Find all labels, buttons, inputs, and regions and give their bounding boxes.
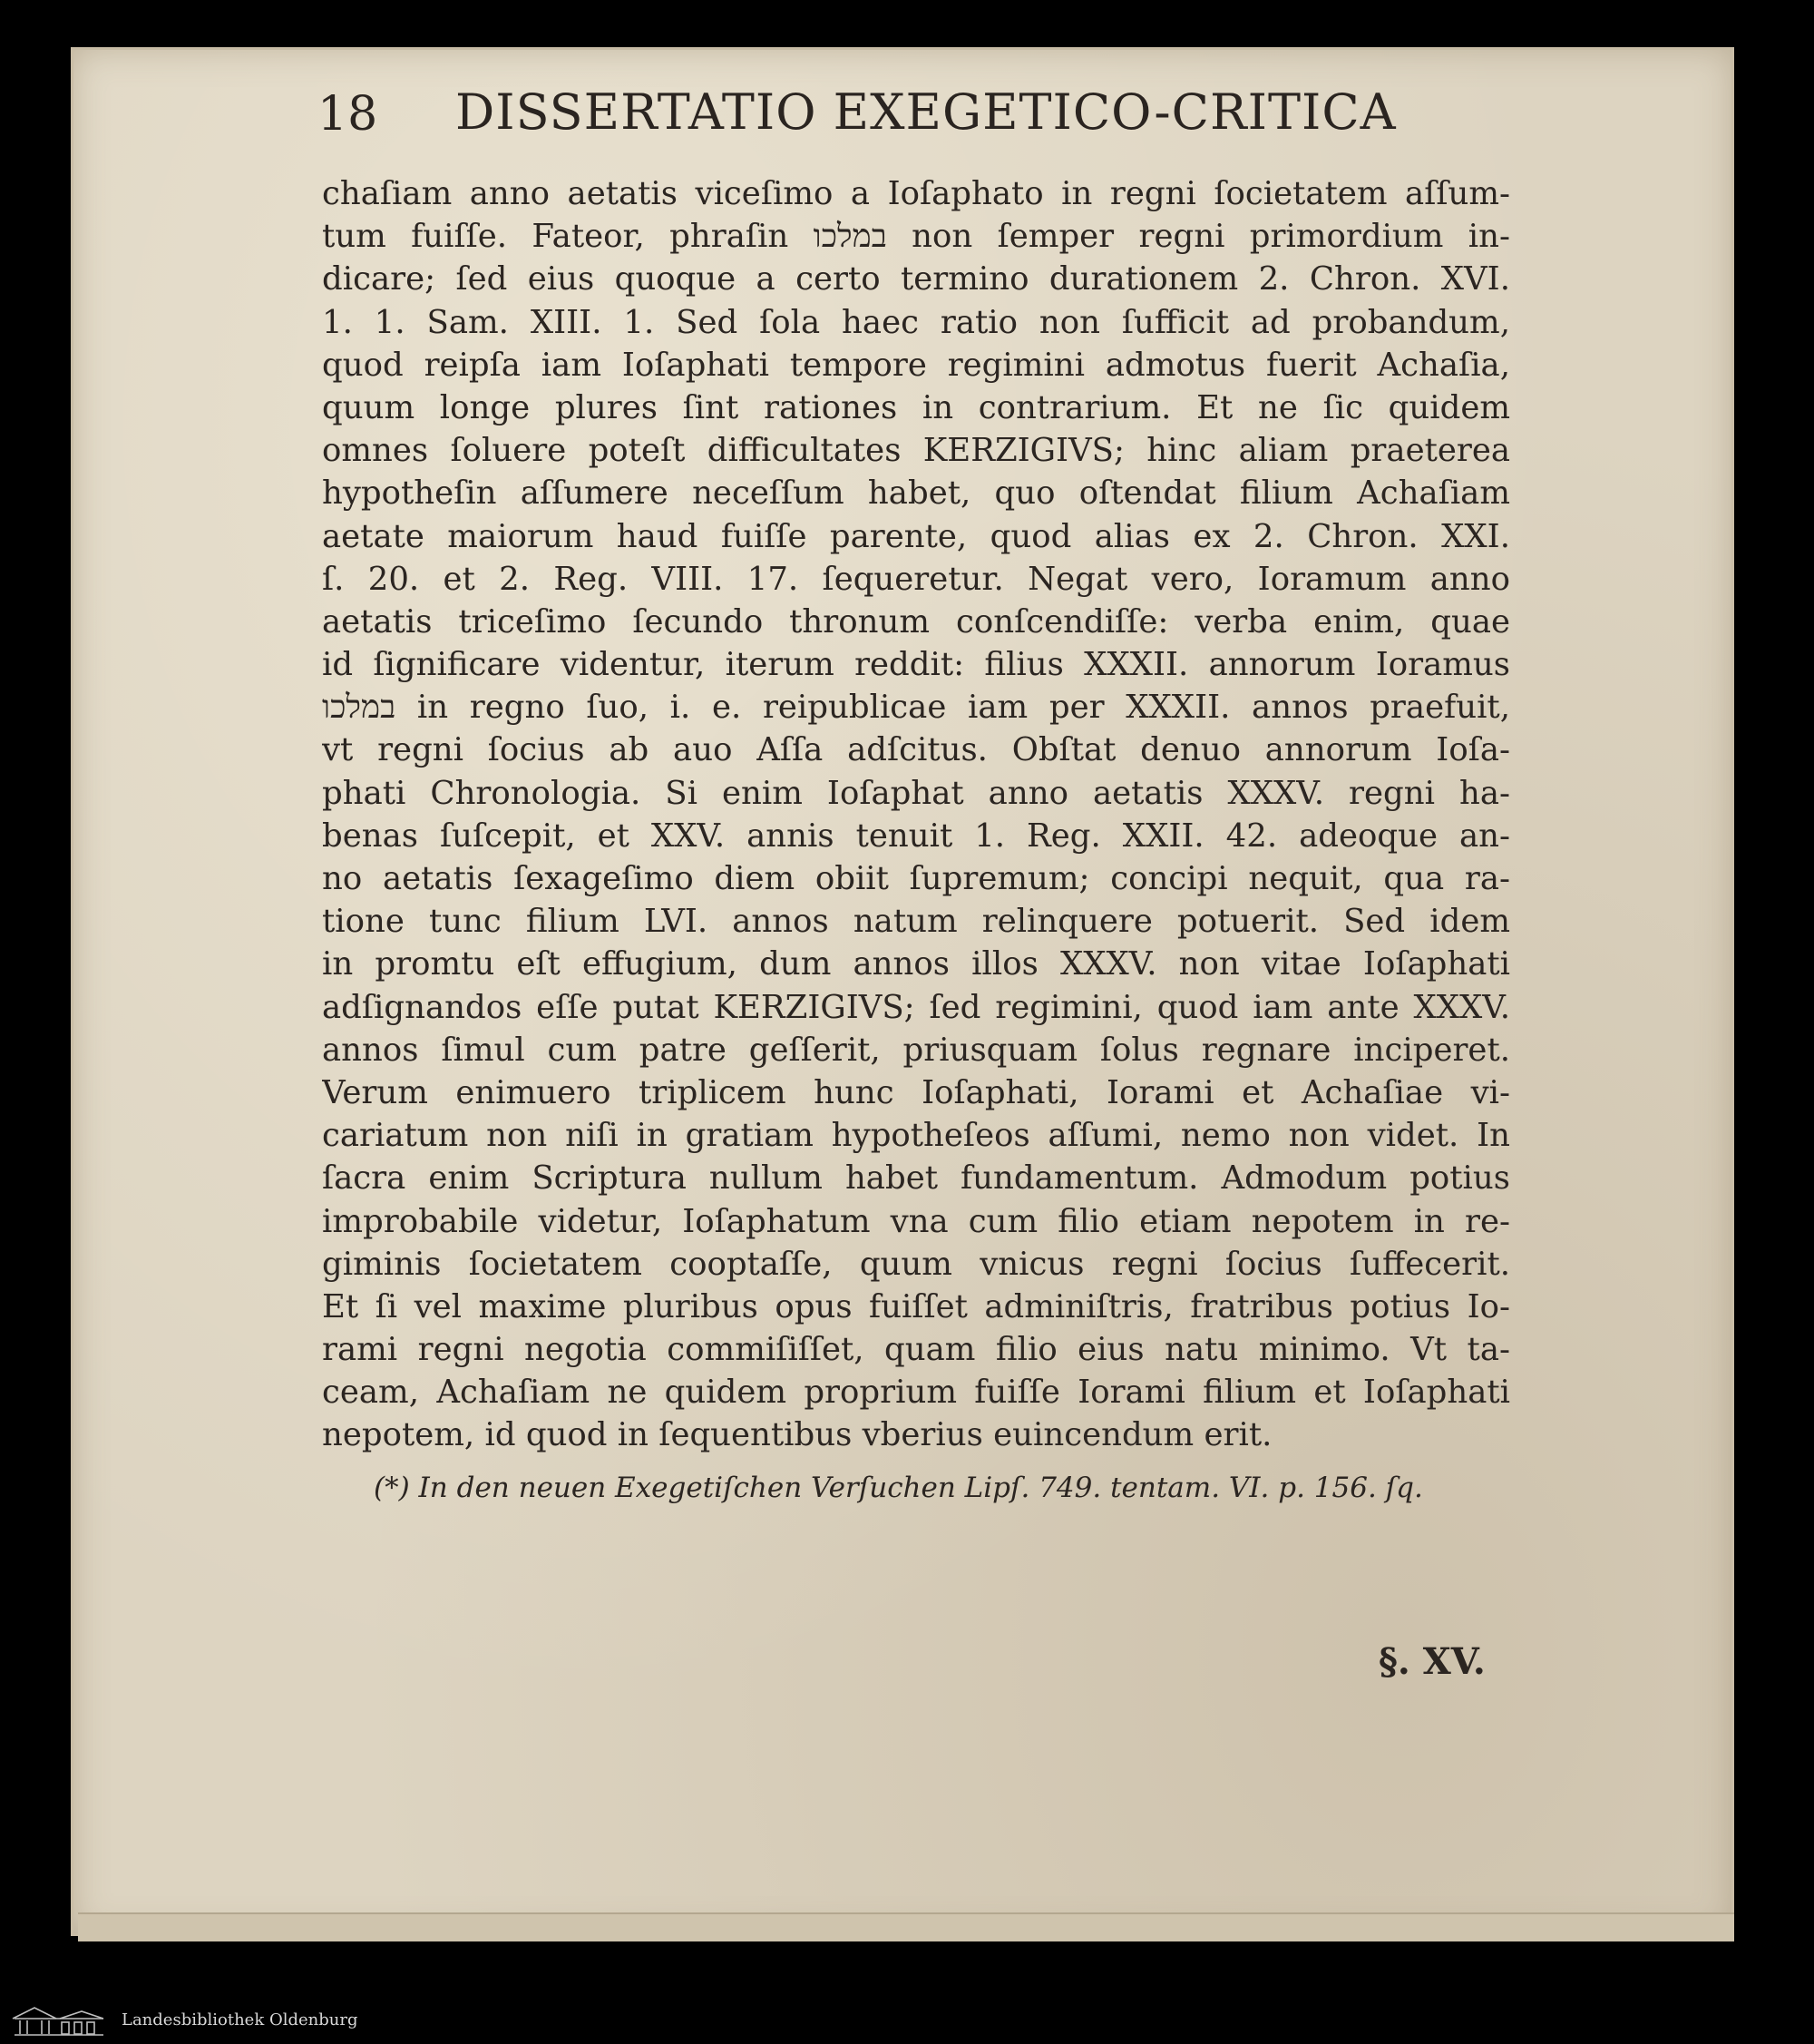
text-line: quum longe plures ſint rationes in contrarium. Et ne ſic quidem [322, 388, 1510, 426]
text-line: tum fuiſſe. Fateor, phraſin במלכו non ſemper regni primordium in- [322, 218, 1510, 256]
text-line: giminis ſocietatem cooptaſſe, quum vnicus regni ſocius ſuffecerit. [322, 1245, 1510, 1283]
text-line: במלכו in regno ſuo, i. e. reipublicae iam per XXXII. annos praefuit, [322, 689, 1510, 727]
text-line: rami regni negotia commiſiſſet, quam filio eius natu minimo. Vt ta- [322, 1331, 1510, 1369]
running-head: DISSERTATIO EXEGETICO-CRITICA [455, 83, 1397, 141]
text-line: benas ſuſcepit, et XXV. annis tenuit 1. Reg. XXII. 42. adeoque an- [322, 817, 1510, 855]
page-header [317, 83, 1442, 147]
catchword: §. XV. [1379, 1640, 1486, 1683]
text-line: annos ſimul cum patre geſſerit, priusquam ſolus regnare inciperet. [322, 1031, 1510, 1069]
text-line: cariatum non niſi in gratiam hypotheſeos aſſumi, nemo non videt. In [322, 1117, 1510, 1155]
page-edge [78, 1912, 1734, 1941]
text-line: nepotem, id quod in ſequentibus vberius euincendum erit. [322, 1416, 1273, 1454]
text-line: ſ. 20. et 2. Reg. VIII. 17. ſequeretur. Negat vero, Ioramum anno [322, 560, 1510, 598]
body-text [322, 172, 1510, 1457]
text-line: improbabile videtur, Ioſaphatum vna cum filio etiam nepotem in re- [322, 1202, 1510, 1240]
text-line: vt regni ſocius ab auo Aſſa adſcitus. Obſtat denuo annorum Ioſa- [322, 731, 1510, 769]
text-line: tione tunc filium LVI. annos natum relinquere potuerit. Sed idem [322, 903, 1510, 941]
text-line: aetate maiorum haud fuiſſe parente, quod alias ex 2. Chron. XXI. [322, 517, 1510, 555]
text-line: id ſignificare videntur, iterum reddit: filius XXXII. annorum Ioramus [322, 646, 1510, 684]
text-line: ceam, Achaſiam ne quidem proprium fuiſſe Iorami filium et Ioſaphati [322, 1374, 1510, 1412]
text-line: omnes ſoluere poteſt difficultates KERZIGIVS; hinc aliam praeterea [322, 432, 1510, 470]
text-line: quod reipſa iam Ioſaphati tempore regimini admotus fuerit Achaſia, [322, 346, 1510, 384]
text-line: Verum enimuero triplicem hunc Ioſaphati, Iorami et Achaſiae vi- [322, 1073, 1510, 1111]
text-line: Et ſi vel maxime pluribus opus fuiſſet adminiſtris, fratribus potius Io- [322, 1287, 1510, 1325]
page-number: 18 [317, 87, 378, 142]
text-line: hypotheſin aſſumere neceſſum habet, quo oſtendat filium Achaſiam [322, 474, 1510, 513]
library-building-icon [9, 2004, 109, 2039]
text-line: ſacra enim Scriptura nullum habet fundamentum. Admodum potius [322, 1159, 1510, 1198]
text-line: 1. 1. Sam. XIII. 1. Sed ſola haec ratio non ſufficit ad probandum, [322, 303, 1510, 341]
library-name: Landesbibliothek Oldenburg [122, 2010, 358, 2029]
text-line: chaſiam anno aetatis viceſimo a Ioſaphato in regni ſocietatem aſſum- [322, 175, 1510, 212]
text-line: adſignandos eſſe putat KERZIGIVS; ſed regimini, quod iam ante XXXV. [322, 988, 1510, 1026]
text-line: no aetatis ſexageſimo diem obiit ſupremum; concipi nequit, qua ra- [322, 860, 1510, 897]
footnote: (*) In den neuen Exegetiſchen Verſuchen Lipſ. 749. tentam. VI. p. 156. ſq. [374, 1472, 1423, 1504]
text-line: aetatis triceſimo ſecundo thronum conſcendiſſe: verba enim, quae [322, 602, 1510, 641]
text-line: dicare; ſed eius quoque a certo termino durationem 2. Chron. XVI. [322, 260, 1510, 298]
text-line: phati Chronologia. Si enim Ioſaphat anno aetatis XXXV. regni ha- [322, 774, 1510, 812]
text-line: in promtu eſt effugium, dum annos illos XXXV. non vitae Ioſaphati [322, 945, 1510, 983]
